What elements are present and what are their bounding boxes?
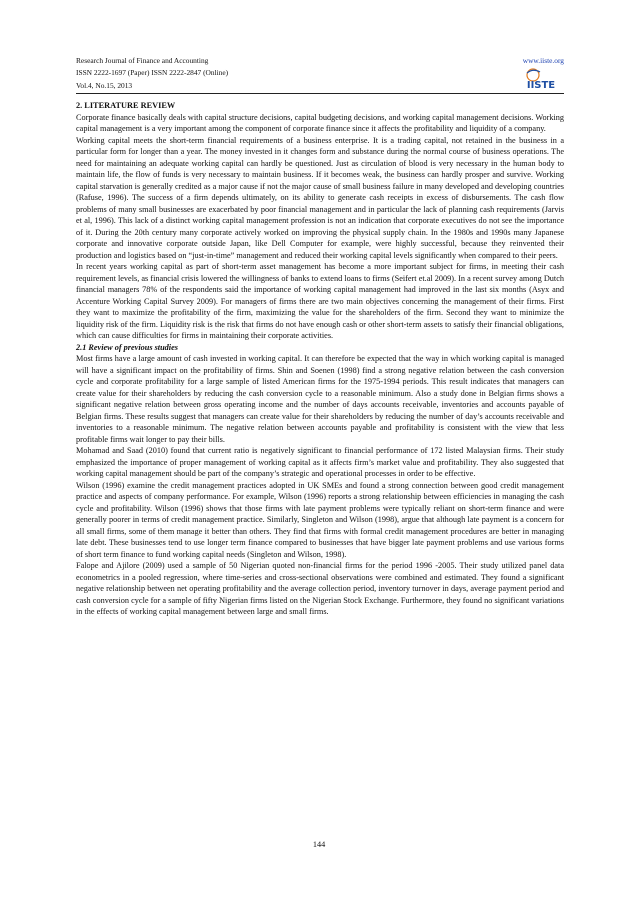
journal-header xyxy=(76,55,564,95)
issn-line: ISSN 2222-1697 (Paper) ISSN 2222-2847 (Online) xyxy=(76,68,229,78)
journal-name: Research Journal of Finance and Accounting xyxy=(76,56,209,65)
section-paragraph: Working capital meets the short-term financial requirements of a business enterprise. It is a trading capital, not retained in the business in a particular form for longer than a year. The money invested in it changes form and substance during the normal course of business operations. The need for maintaining an adequate working capital can hardly be questioned. Just as circulation of blood is very necessary in the human body to maintain life, the flow of funds is very necessary to maintain business. If it becomes weak, the business can hardly prosper and survive. Working capital starvation is generally credited as a major cause if not the major cause of small business failure in many developed and developing countries (Rafuse, 1996). The success of a firm depends ultimately, on its ability to generate cash receipts in excess of disbursements. The cash flow problems of many small businesses are exacerbated by poor financial management and in particular the lack of planning cash requirements (Jarvis et al, 1996). This lack of a distinct working capital management profession is not an indication that corporate executives do not see the importance of it. During the 20th century many corporate actively worked on improving the physical supply chain. In the 1980s and 1990s many Japanese corporate and innovative corporate outside Japan, like Dell Computer for example, were highly successful, because they reinvented their production and logistics based on “just-in-time” management and reduced their working capital levels significantly when compared to their peers. xyxy=(76,135,564,260)
subsection-paragraph: Falope and Ajilore (2009) used a sample of 50 Nigerian quoted non-financial firms for the period 1996 -2005. Their study utilized panel data econometrics in a pooled regression, where time-series and cross-sectional observations were combined and estimated. They found a significant negative relationship between net operating profitability and the average collection period, inventory turnover in days, average payment period and cash conversion cycle for a sample of fifty Nigerian firms listed on the Nigerian Stock Exchange. Furthermore, they found no significant variations in the effects of working capital management between large and small firms. xyxy=(76,561,564,616)
subsection-title: 2.1 Review of previous studies xyxy=(76,342,178,352)
logo-text: IISTE xyxy=(526,80,556,91)
section-paragraph: In recent years working capital as part of short-term asset management has become a more important subject for firms, in meeting their cash requirement levels, as financial crisis lowered the willingness of banks to extend loans to firms (Seifert et.al 2009). In a recent survey among Dutch financial managers 78% of the respondents said the importance of working capital management had improved in the last six months (Asyx and Accenture Working Capital Survey 2009). For managers of firms there are two main objectives concerning the management of their firms. First they want to maximize the profitability of the firm, maximizing the value for the shareholders of the firm. Second they want to minimize the liquidity risk of the firm. Liquidity risk is the risk that firms do not have enough cash or other short-term assets to satisfy their financial obligations, which can cause difficulties for firms in maintaining their corporate activities. xyxy=(76,262,564,340)
subsection-paragraph: Mohamad and Saad (2010) found that current ratio is negatively significant to financial performance of 172 listed Malaysian firms. Their study emphasized the importance of proper management of working capital as it affects firm’s market value and profitability. They also suggested that working capital management should be part of the company’s strategic and operational processes in order to be effective. xyxy=(76,446,564,478)
main-body xyxy=(76,100,564,618)
header-rule xyxy=(76,93,564,94)
volume-line: Vol.4, No.15, 2013 xyxy=(76,80,133,90)
subsection-paragraph: Wilson (1996) examine the credit management practices adopted in UK SMEs and found a strong connection between good credit management practice and aspects of company performance. For example, Wilson (1996) reports a strong relationship between efficiencies in managing the cash cycle and profitability. Wilson (1996) shows that those firms with late payment problems were typically reliant on short-term finance and were generally poorer in terms of credit management practice. Similarly, Singleton and Wilson (1998), argue that although late payment is a concern for all small firms, some of them manage it better than others. They find that firms with formal credit management procedures are better in managing late debt. These businesses tend to use longer term finance compared to businesses that have bigger late payment problems and use various forms of short term finance to fund working capital needs (Singleton and Wilson, 1998). xyxy=(76,480,564,559)
page-number: 144 xyxy=(312,840,326,849)
journal-url-link[interactable]: www.iiste.org xyxy=(522,56,564,65)
section-paragraph: Corporate finance basically deals with capital structure decisions, capital budgeting decisions, and working capital management decisions. Working capital management is a very important among the component of corporate finance since it affects the profitability and liquidity of a company. xyxy=(76,112,564,133)
section-title: 2. LITERATURE REVIEW xyxy=(76,101,176,110)
iiste-logo xyxy=(524,67,558,91)
subsection-paragraph: Most firms have a large amount of cash invested in working capital. It can therefore be expected that the way in which working capital is managed will have a significant impact on the profitability of firms. Shin and Soenen (1998) find a strong negative relation between the cash conversion cycle and corporate profitability for a large sample of listed American firms for the 1975-1994 periods. This result indicates that managers can create value for their shareholders by reducing the cash conversion cycle to a reasonable minimum. Also a study done in Belgian firms shows a significant negative relation between gross operating income and the number of days accounts receivable, inventories and accounts payable of Belgian firms. These results suggest that managers can create value for their shareholders by reducing the number of day’s accounts receivable and inventories to a reasonable minimum. The negative relation between accounts payable and profitability is consistent with the view that less profitable firms wait longer to pay their bills. xyxy=(76,354,564,444)
